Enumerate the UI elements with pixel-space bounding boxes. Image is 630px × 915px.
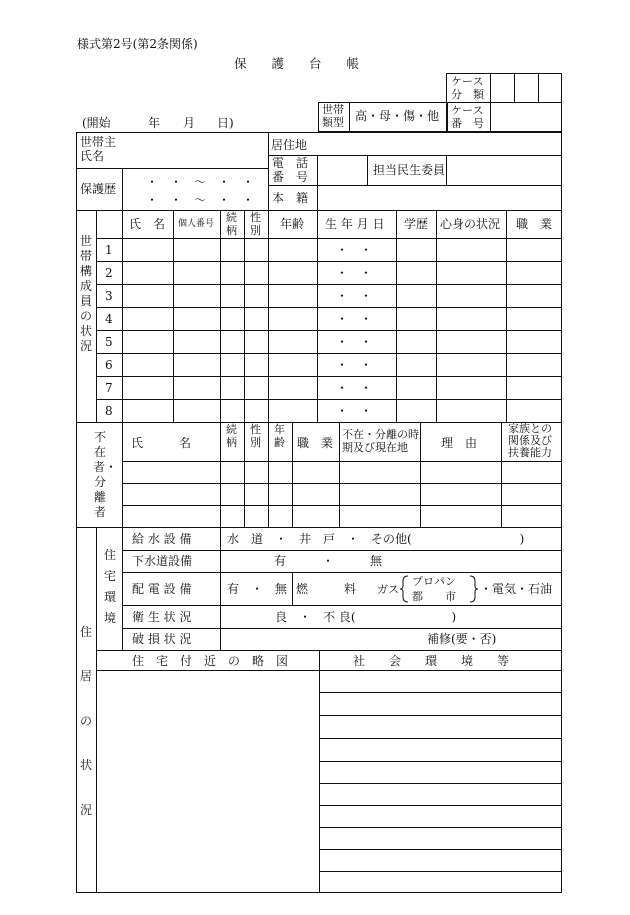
abs-col-period: 不在・分離の時 期及び現在地 — [342, 428, 419, 454]
col-age: 年齢 — [280, 217, 305, 231]
absentees-section-label: 不在者・分離者 — [93, 430, 118, 519]
map-label: 住 宅 付 近 の 略 図 — [132, 654, 289, 668]
start-label: (開始 — [82, 116, 111, 130]
address-label: 居住地 — [271, 138, 308, 152]
hygiene-label: 衛 生 状 況 — [132, 610, 192, 624]
case-number-label: ケース 番 号 — [451, 104, 484, 130]
head-name-label: 世帯主 氏名 — [80, 135, 117, 163]
col-name: 氏 名 — [129, 217, 166, 231]
abs-col-sex: 性 別 — [250, 423, 261, 449]
household-type-options: 高・母・傷・他 — [355, 109, 440, 123]
birth-dots: ・ ・ — [336, 289, 373, 303]
repair-label: 補修(要・否) — [427, 632, 497, 646]
row-number: 6 — [105, 358, 113, 372]
row-number: 8 — [105, 404, 113, 418]
wiring-options: 有 ・ 無 — [227, 582, 288, 596]
water-options: 水 道 ・ 井 戸 ・ その他( ) — [227, 532, 525, 546]
birth-dots: ・ ・ — [336, 404, 373, 418]
birth-dots: ・ ・ — [336, 335, 373, 349]
abs-col-relation: 続 柄 — [226, 423, 237, 449]
wiring-label: 配 電 設 備 — [132, 582, 192, 596]
birth-dots: ・ ・ — [336, 358, 373, 372]
phone-label: 電 話 番 号 — [272, 156, 309, 184]
fuel-label: 燃 料 — [296, 582, 357, 596]
domicile-label: 本 籍 — [272, 191, 309, 205]
case-class-label: ケース 分 類 — [451, 75, 484, 101]
row-number: 2 — [105, 266, 113, 280]
abs-col-reason: 理 由 — [441, 436, 478, 450]
history-label: 保護歴 — [80, 182, 117, 196]
start-year: 年 — [148, 116, 161, 130]
history-row-1: ・ ・ ～ ・ ・ — [146, 175, 255, 189]
row-number: 3 — [105, 289, 113, 303]
col-education: 学歴 — [404, 217, 429, 231]
start-month: 月 — [183, 116, 196, 130]
commissioner-label: 担当民生委員 — [373, 163, 446, 177]
col-relation: 続 柄 — [226, 211, 237, 237]
water-label: 給 水 設 備 — [132, 532, 192, 546]
sewer-options: 有 ・ 無 — [274, 554, 383, 568]
housing-env-label: 住宅環境 — [103, 548, 116, 625]
abs-col-age: 年 齢 — [274, 423, 285, 449]
gas-propane: プロパン — [412, 575, 456, 588]
abs-col-family: 家族との 関係及び 扶養能力 — [508, 422, 552, 459]
row-number: 1 — [105, 243, 113, 257]
members-section-label: 世帯構成員の状況 — [79, 234, 92, 353]
birth-dots: ・ ・ — [336, 312, 373, 326]
row-number: 5 — [105, 335, 113, 349]
col-health: 心身の状況 — [440, 217, 501, 231]
social-label: 社 会 環 境 等 — [353, 654, 510, 668]
abs-col-job: 職 業 — [297, 436, 334, 450]
birth-dots: ・ ・ — [336, 266, 373, 280]
sewer-label: 下水道設備 — [132, 554, 193, 568]
row-number: 4 — [105, 312, 113, 326]
row-number: 7 — [105, 381, 113, 395]
household-type-label: 世帯 類型 — [322, 103, 344, 129]
housing-section-label: 住居の状況 — [79, 625, 92, 817]
hygiene-options: 良 ・ 不 良( ) — [275, 610, 457, 624]
gas-city: 都 市 — [412, 590, 456, 603]
fuel-others: ・電気・石油 — [480, 582, 553, 596]
col-occupation: 職 業 — [516, 217, 553, 231]
form-number: 様式第2号(第2条関係) — [77, 37, 198, 51]
gas-label: ガス — [377, 583, 399, 596]
birth-dots: ・ ・ — [336, 381, 373, 395]
form-title: 保 護 台 帳 — [234, 56, 360, 71]
col-sex: 性 別 — [250, 211, 261, 237]
birth-dots: ・ ・ — [336, 243, 373, 257]
start-day: 日) — [217, 116, 234, 130]
col-birthdate: 生 年 月 日 — [325, 217, 385, 231]
history-row-2: ・ ・ ～ ・ ・ — [146, 193, 255, 207]
abs-col-name: 氏 名 — [131, 436, 192, 450]
damage-label: 破 損 状 況 — [132, 632, 192, 646]
col-personal-number: 個人番号 — [178, 219, 215, 229]
